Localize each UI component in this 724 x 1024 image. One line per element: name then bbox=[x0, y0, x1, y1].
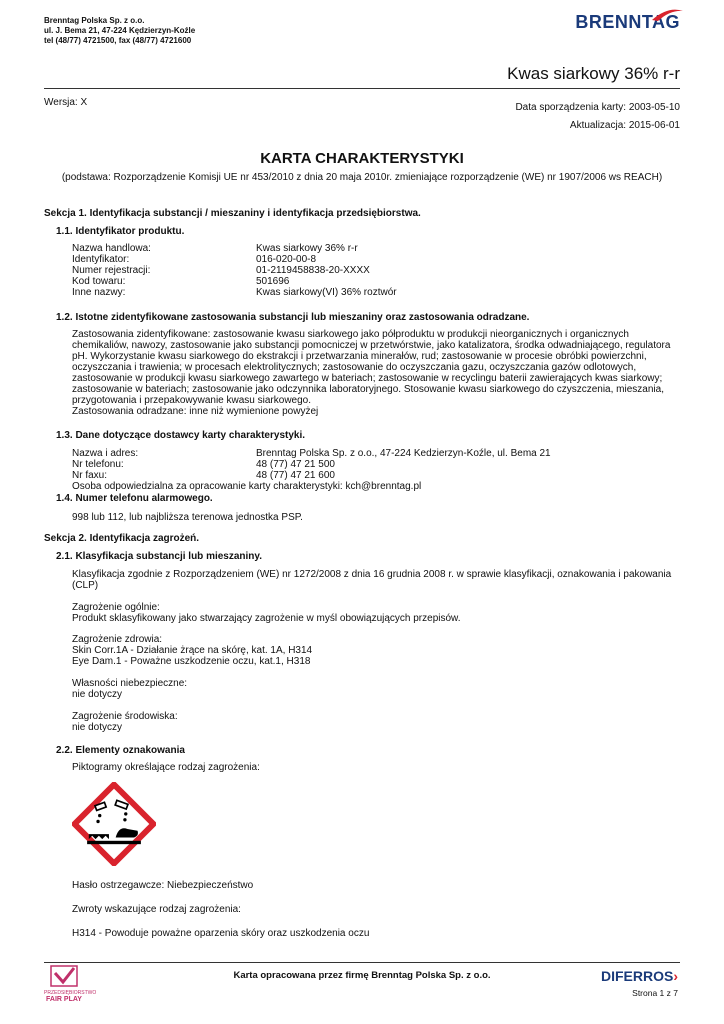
environment-hazard bbox=[72, 711, 680, 733]
document-title: Kwas siarkowy 36% r-r bbox=[507, 64, 680, 83]
s13-heading: 1.3. Dane dotyczące dostawcy karty charakterystyki. bbox=[56, 430, 306, 441]
logo-text: BRENNTAG bbox=[575, 12, 680, 32]
general-hazard-label: Zagrożenie ogólnie: bbox=[72, 602, 160, 613]
dangerous-properties bbox=[72, 678, 680, 700]
uses-paragraph bbox=[72, 329, 680, 417]
supplier-value: 48 (77) 47 21 600 bbox=[256, 470, 335, 481]
uses-line: pH. Wykorzystanie kwasu siarkowego do ekstrakcji i przetwarzania minerałów, rud; zastosowanie w procesie obróbki powierzchni, bbox=[72, 351, 647, 362]
version-label: Wersja: X bbox=[44, 97, 88, 108]
uses-line: przygotowania i przepakowywanie kwasu siarkowego. bbox=[72, 395, 312, 406]
main-title: KARTA CHARAKTERYSTYKI bbox=[260, 150, 464, 167]
brenntag-logo bbox=[575, 12, 680, 33]
footer-divider bbox=[44, 962, 680, 963]
classification-line: (CLP) bbox=[72, 580, 99, 591]
supplier-key: Nazwa i adres: bbox=[72, 448, 139, 459]
company-street: ul. J. Bema 21, 47-224 Kędzierzyn-Koźle bbox=[44, 26, 196, 35]
id-value: Kwas siarkowy(VI) 36% roztwór bbox=[256, 287, 397, 298]
s12-heading: 1.2. Istotne zidentyfikowane zastosowania substancji lub mieszaniny oraz zastosowania odradzane. bbox=[56, 312, 530, 323]
id-row bbox=[72, 265, 397, 276]
logo-swoosh-icon bbox=[650, 8, 684, 22]
diferros-chevron-icon: › bbox=[673, 968, 678, 984]
dates-block bbox=[515, 99, 680, 135]
supplier-row bbox=[72, 459, 551, 470]
created-date: Data sporządzenia karty: 2003-05-10 bbox=[515, 102, 680, 113]
dangerous-properties-text: nie dotyczy bbox=[72, 689, 123, 700]
id-key: Inne nazwy: bbox=[72, 287, 126, 298]
pictograms-label: Piktogramy określające rodzaj zagrożenia: bbox=[72, 762, 260, 773]
signal-word: Hasło ostrzegawcze: Niebezpieczeństwo bbox=[72, 880, 254, 891]
s11-heading: 1.1. Identyfikator produktu. bbox=[56, 226, 185, 237]
uses-line: chemikaliów, nawozy, zastosowanie jako substancji pomocniczej w przetwórstwie, jako katalizatora, środka odwadniającego, regulatora bbox=[72, 340, 671, 351]
section1-heading: Sekcja 1. Identyfikacja substancji / mieszaniny i identyfikacja przedsiębiorstwa. bbox=[44, 208, 421, 219]
health-hazard bbox=[72, 634, 680, 667]
supplier-value: Brenntag Polska Sp. z o.o., 47-224 Kedzierzyn-Koźle, ul. Bema 21 bbox=[256, 448, 551, 459]
supplier-key: Nr faxu: bbox=[72, 470, 108, 481]
id-key: Numer rejestracji: bbox=[72, 265, 151, 276]
supplier-block bbox=[72, 448, 551, 492]
id-value: 01-2119458838-20-XXXX bbox=[256, 265, 370, 276]
responsible-person: Osoba odpowiedzialna za opracowanie karty charakterystyki: kch@brenntag.pl bbox=[72, 481, 422, 492]
emergency-number: 998 lub 112, lub najbliższa terenowa jednostka PSP. bbox=[72, 512, 303, 523]
uses-line: zastosowanie w bateriach; zastosowanie jako odczynnika laboratoryjnego. Stosowanie kwasu siarkowego do czyszczenia, mieszania, bbox=[72, 384, 664, 395]
id-key: Kod towaru: bbox=[72, 276, 126, 287]
uses-line: oczyszczania i trawienia; w procesach elektrolitycznych; zastosowanie do oczyszczania gazu, oczyszczania gazów odlotowych, bbox=[72, 362, 637, 373]
health-hazard-2: Eye Dam.1 - Poważne uszkodzenie oczu, kat.1, H318 bbox=[72, 656, 311, 667]
hazard-statements-label: Zwroty wskazujące rodzaj zagrożenia: bbox=[72, 904, 241, 915]
id-row bbox=[72, 254, 397, 265]
health-hazard-label: Zagrożenie zdrowia: bbox=[72, 634, 163, 645]
s21-heading: 2.1. Klasyfikacja substancji lub mieszaniny. bbox=[56, 551, 263, 562]
header-divider bbox=[44, 88, 680, 89]
id-value: Kwas siarkowy 36% r-r bbox=[256, 243, 358, 254]
classification-line: Klasyfikacja zgodnie z Rozporządzeniem (WE) nr 1272/2008 z dnia 16 grudnia 2008 r. w sprawie klasyfikacji, oznakowania i pakowania bbox=[72, 569, 672, 580]
uses-line: Zastosowania odradzane: inne niż wymienione powyżej bbox=[72, 406, 319, 417]
corrosion-pictogram-icon bbox=[72, 782, 156, 866]
diferros-logo bbox=[601, 968, 678, 984]
fairplay-label: FAIR PLAY bbox=[46, 996, 82, 1003]
s14-heading: 1.4. Numer telefonu alarmowego. bbox=[56, 493, 213, 504]
id-key: Identyfikator: bbox=[72, 254, 130, 265]
supplier-value: 48 (77) 47 21 500 bbox=[256, 459, 335, 470]
id-key: Nazwa handlowa: bbox=[72, 243, 151, 254]
supplier-key: Nr telefonu: bbox=[72, 459, 124, 470]
supplier-row bbox=[72, 448, 551, 459]
s22-heading: 2.2. Elementy oznakowania bbox=[56, 745, 185, 756]
section2-heading: Sekcja 2. Identyfikacja zagrożeń. bbox=[44, 533, 200, 544]
general-hazard-text: Produkt sklasyfikowany jako stwarzający zagrożenie w myśl obowiązujących przepisów. bbox=[72, 613, 461, 624]
diferros-text: DIFERROS bbox=[600, 968, 674, 984]
id-row bbox=[72, 287, 397, 298]
company-address bbox=[44, 16, 195, 46]
id-value: 016-020-00-8 bbox=[256, 254, 317, 265]
updated-date: Aktualizacja: 2015-06-01 bbox=[569, 120, 680, 131]
uses-line: zastosowanie w produkcji kwasu siarkowego zawartego w bateriach; zastosowanie w recyclingu baterii zawierających kwas siarkowy; bbox=[72, 373, 663, 384]
dangerous-properties-label: Własności niebezpieczne: bbox=[72, 678, 188, 689]
uses-line: Zastosowania zidentyfikowane: zastosowanie kwasu siarkowego jako półproduktu w produkcji nieorganicznych i organicznych bbox=[72, 329, 629, 340]
company-contact: tel (48/77) 4721500, fax (48/77) 4721600 bbox=[44, 36, 192, 45]
id-value: 501696 bbox=[256, 276, 290, 287]
hazard-h314: H314 - Powoduje poważne oparzenia skóry oraz uszkodzenia oczu bbox=[72, 928, 370, 939]
legal-basis: (podstawa: Rozporządzenie Komisji UE nr 453/2010 z dnia 20 maja 2010r. zmieniające rozporządzenie (WE) nr 1907/2006 ws REACH) bbox=[61, 172, 663, 183]
supplier-row bbox=[72, 470, 551, 481]
id-row bbox=[72, 276, 397, 287]
fairplay-small-label: PRZEDSIĘBIORSTWO bbox=[44, 990, 97, 996]
product-identifiers bbox=[72, 243, 397, 298]
prepared-by: Karta opracowana przez firmę Brenntag Polska Sp. z o.o. bbox=[233, 970, 491, 981]
company-name: Brenntag Polska Sp. z o.o. bbox=[44, 16, 145, 25]
general-hazard bbox=[72, 602, 680, 624]
id-row bbox=[72, 243, 397, 254]
environment-hazard-label: Zagrożenie środowiska: bbox=[72, 711, 178, 722]
page-number: Strona 1 z 7 bbox=[632, 988, 678, 998]
health-hazard-1: Skin Corr.1A - Działanie żrące na skórę, kat. 1A, H314 bbox=[72, 645, 313, 656]
classification-text bbox=[72, 569, 680, 591]
environment-hazard-text: nie dotyczy bbox=[72, 722, 123, 733]
